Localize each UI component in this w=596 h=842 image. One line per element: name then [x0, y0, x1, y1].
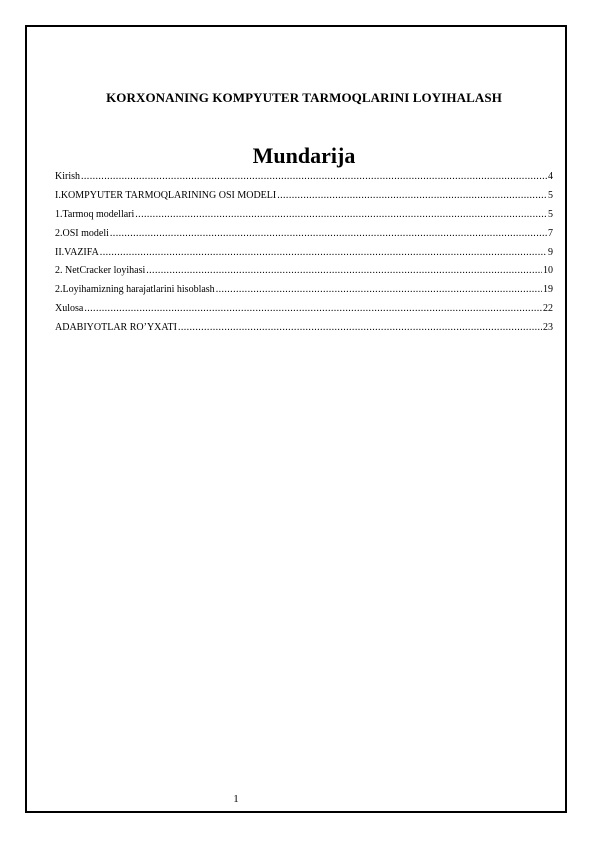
toc-entry-harajatlar[interactable] — [55, 281, 553, 300]
toc-entry-page: 19 — [543, 284, 553, 296]
toc-entry-label: II.VAZIFA — [55, 246, 99, 258]
toc-entry-label: 2.OSI modeli — [55, 227, 109, 239]
toc-entry-label: 1.Tarmoq modellari — [55, 208, 135, 220]
toc-leader-dots — [81, 168, 547, 187]
toc-leader-dots — [178, 319, 542, 338]
toc-entry-label: 2.Loyihamizning harajatlarini hisoblash — [55, 284, 215, 296]
toc-entry-osi-model-chapter[interactable] — [55, 187, 553, 206]
toc-entry-page: 5 — [548, 208, 553, 220]
toc-leader-dots — [277, 187, 547, 206]
table-of-contents — [55, 168, 553, 338]
toc-entry-tarmoq-modellari[interactable] — [55, 206, 553, 225]
toc-leader-dots — [84, 300, 542, 319]
toc-entry-page: 22 — [543, 303, 553, 315]
toc-leader-dots — [110, 225, 547, 244]
toc-entry-page: 9 — [548, 246, 553, 258]
toc-leader-dots — [146, 262, 542, 281]
toc-entry-page: 4 — [548, 171, 553, 182]
toc-entry-xulosa[interactable] — [55, 300, 553, 319]
toc-entry-label: 2. NetCracker loyihasi — [55, 265, 146, 277]
page-number: 1 — [233, 793, 239, 805]
toc-entry-page: 7 — [548, 227, 553, 239]
toc-entry-page: 10 — [543, 265, 553, 277]
toc-entry-page: 23 — [543, 322, 553, 334]
toc-entry-netcracker[interactable] — [55, 262, 553, 281]
document-title: KORXONANING KOMPYUTER TARMOQLARINI LOYIHALASH — [106, 90, 502, 105]
toc-leader-dots — [135, 206, 547, 225]
toc-entry-label: Kirish — [55, 171, 80, 182]
toc-entry-label: I.KOMPYUTER TARMOQLARINING OSI MODELI — [55, 189, 277, 201]
toc-entry-kirish[interactable] — [55, 168, 553, 187]
toc-entry-vazifa[interactable] — [55, 244, 553, 263]
toc-entry-page: 5 — [548, 189, 553, 201]
toc-entry-label: Xulosa — [55, 303, 84, 315]
toc-leader-dots — [100, 244, 547, 263]
toc-leader-dots — [216, 281, 542, 300]
toc-entry-adabiyotlar[interactable] — [55, 319, 553, 338]
toc-heading: Mundarija — [252, 143, 356, 168]
toc-entry-osi-modeli[interactable] — [55, 225, 553, 244]
toc-entry-label: ADABIYOTLAR RO’YXATI — [55, 322, 177, 334]
